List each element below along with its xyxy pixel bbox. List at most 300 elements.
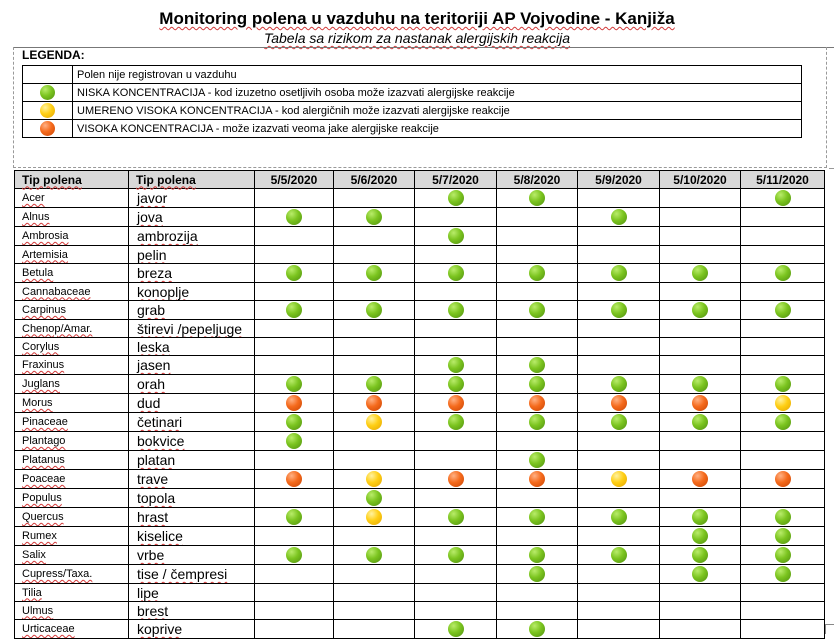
concentration-cell (334, 584, 415, 602)
concentration-cell (255, 301, 334, 320)
latin-name (15, 320, 129, 338)
concentration-cell (660, 584, 741, 602)
yellow-dot-icon (366, 471, 382, 487)
concentration-cell (255, 320, 334, 338)
latin-name (15, 301, 129, 320)
concentration-cell (334, 508, 415, 527)
concentration-cell (660, 508, 741, 527)
table-row (15, 246, 825, 264)
orange-dot-icon (286, 471, 302, 487)
local-name (129, 283, 255, 301)
green-dot-icon (286, 547, 302, 563)
concentration-cell (660, 527, 741, 546)
concentration-cell (578, 320, 660, 338)
green-dot-icon (448, 228, 464, 244)
concentration-cell (578, 375, 660, 394)
latin-name-text: Ambrosia (22, 230, 69, 242)
latin-name (15, 489, 129, 508)
concentration-cell (578, 301, 660, 320)
local-name (129, 208, 255, 227)
page-subtitle (0, 30, 834, 47)
yellow-dot-icon (366, 414, 382, 430)
concentration-cell (578, 565, 660, 584)
concentration-cell (497, 413, 578, 432)
local-name (129, 338, 255, 356)
concentration-cell (497, 227, 578, 246)
table-row (15, 208, 825, 227)
concentration-cell (334, 413, 415, 432)
concentration-cell (255, 189, 334, 208)
concentration-cell (497, 527, 578, 546)
concentration-cell (578, 283, 660, 301)
latin-name (15, 189, 129, 208)
green-dot-icon (448, 547, 464, 563)
green-dot-icon (529, 509, 545, 525)
concentration-cell (660, 227, 741, 246)
concentration-cell (578, 394, 660, 413)
concentration-cell (741, 338, 825, 356)
local-name (129, 394, 255, 413)
local-name (129, 584, 255, 602)
yellow-dot-icon (366, 509, 382, 525)
concentration-cell (497, 394, 578, 413)
concentration-cell (415, 320, 497, 338)
green-dot-icon (448, 302, 464, 318)
concentration-cell (660, 264, 741, 283)
latin-name-text: Tilia (22, 586, 42, 599)
concentration-cell (741, 394, 825, 413)
concentration-cell (334, 227, 415, 246)
local-name (129, 546, 255, 565)
green-dot-icon (40, 85, 55, 100)
concentration-cell (660, 189, 741, 208)
orange-dot-icon (448, 471, 464, 487)
concentration-cell (255, 565, 334, 584)
latin-name-text: Pinaceae (22, 416, 68, 428)
legend-row (23, 120, 802, 138)
concentration-cell (660, 451, 741, 470)
concentration-cell (415, 470, 497, 489)
page-title (0, 9, 834, 29)
table-row (15, 189, 825, 208)
latin-name (15, 413, 129, 432)
concentration-cell (255, 602, 334, 620)
green-dot-icon (611, 547, 627, 563)
concentration-cell (255, 620, 334, 639)
latin-name-text: Platanus (22, 454, 65, 466)
concentration-cell (255, 508, 334, 527)
local-name (129, 489, 255, 508)
page-corner-mark (825, 624, 834, 634)
legend-row (23, 66, 802, 84)
concentration-cell (660, 283, 741, 301)
concentration-cell (497, 246, 578, 264)
green-dot-icon (775, 566, 791, 582)
concentration-cell (334, 246, 415, 264)
concentration-cell (741, 413, 825, 432)
table-row (15, 320, 825, 338)
concentration-cell (497, 264, 578, 283)
concentration-cell (497, 320, 578, 338)
local-name-text: trave (137, 471, 169, 487)
latin-name-text: Ulmus (22, 604, 54, 617)
concentration-cell (334, 338, 415, 356)
green-dot-icon (692, 509, 708, 525)
local-name-text: breza (137, 265, 173, 281)
concentration-cell (415, 208, 497, 227)
concentration-cell (255, 375, 334, 394)
column-header-pollen-type: Tip polena (129, 171, 255, 189)
orange-dot-icon (286, 395, 302, 411)
orange-dot-icon (366, 395, 382, 411)
yellow-dot-icon (775, 395, 791, 411)
green-dot-icon (611, 265, 627, 281)
yellow-dot-icon (611, 471, 627, 487)
local-name-text: brest (137, 602, 169, 619)
green-dot-icon (529, 414, 545, 430)
concentration-cell (334, 470, 415, 489)
local-name-text: tise / čempresi (137, 566, 228, 582)
green-dot-icon (366, 209, 382, 225)
concentration-cell (578, 189, 660, 208)
concentration-cell (497, 189, 578, 208)
latin-name-text: Acer (22, 192, 45, 204)
green-dot-icon (529, 452, 545, 468)
concentration-cell (578, 264, 660, 283)
local-name-text: javor (137, 190, 168, 206)
legend-symbol (23, 66, 73, 84)
latin-name-text: Urticaceae (22, 623, 75, 635)
concentration-cell (497, 356, 578, 375)
concentration-cell (741, 432, 825, 451)
table-row (15, 489, 825, 508)
concentration-cell (578, 451, 660, 470)
table-row (15, 546, 825, 565)
concentration-cell (660, 375, 741, 394)
concentration-cell (741, 264, 825, 283)
concentration-cell (578, 546, 660, 565)
latin-name-text: Populus (22, 492, 62, 504)
green-dot-icon (611, 376, 627, 392)
concentration-cell (415, 565, 497, 584)
concentration-cell (741, 301, 825, 320)
table-row (15, 584, 825, 602)
green-dot-icon (286, 376, 302, 392)
page-edge-mark (829, 168, 834, 169)
green-dot-icon (692, 414, 708, 430)
concentration-cell (415, 356, 497, 375)
table-row (15, 620, 825, 639)
latin-name (15, 470, 129, 489)
latin-name (15, 394, 129, 413)
green-dot-icon (448, 376, 464, 392)
local-name-text: pelin (137, 246, 167, 263)
concentration-cell (415, 584, 497, 602)
green-dot-icon (529, 302, 545, 318)
concentration-cell (497, 208, 578, 227)
local-name-text: orah (137, 376, 166, 392)
concentration-cell (741, 356, 825, 375)
orange-dot-icon (448, 395, 464, 411)
concentration-cell (334, 394, 415, 413)
green-dot-icon (448, 190, 464, 206)
latin-name (15, 264, 129, 283)
concentration-cell (255, 451, 334, 470)
latin-name-text: Poaceae (22, 473, 66, 485)
column-header-date: 5/9/2020 (578, 171, 660, 189)
concentration-cell (255, 489, 334, 508)
concentration-cell (497, 489, 578, 508)
table-row (15, 394, 825, 413)
concentration-cell (497, 565, 578, 584)
concentration-cell (741, 451, 825, 470)
concentration-cell (660, 602, 741, 620)
concentration-cell (255, 527, 334, 546)
concentration-cell (741, 246, 825, 264)
latin-name (15, 432, 129, 451)
orange-dot-icon (40, 121, 55, 136)
local-name-text: leska (137, 338, 170, 355)
local-name (129, 565, 255, 584)
concentration-cell (578, 227, 660, 246)
concentration-cell (578, 356, 660, 375)
concentration-cell (497, 375, 578, 394)
concentration-cell (415, 527, 497, 546)
green-dot-icon (448, 621, 464, 637)
concentration-cell (415, 264, 497, 283)
local-name-text: vrbe (137, 547, 165, 563)
concentration-cell (497, 338, 578, 356)
local-name-text: platan (137, 452, 176, 468)
concentration-cell (255, 356, 334, 375)
legend-title: LEGENDA: (22, 48, 85, 62)
local-name (129, 227, 255, 246)
latin-name (15, 508, 129, 527)
green-dot-icon (775, 547, 791, 563)
concentration-cell (741, 470, 825, 489)
concentration-cell (255, 470, 334, 489)
local-name-text: dud (137, 395, 161, 411)
concentration-cell (334, 489, 415, 508)
page-subtitle-text: Tabela sa rizikom za nastanak alergijskih reakcija (263, 30, 571, 46)
local-name-text: četinari (137, 414, 183, 430)
legend-text: NISKA KONCENTRACIJA - kod izuzetno osetljivih osoba može izazvati alergijske reakcije (73, 84, 802, 102)
concentration-cell (255, 413, 334, 432)
pollen-table (14, 170, 825, 639)
green-dot-icon (775, 190, 791, 206)
concentration-cell (415, 338, 497, 356)
latin-name-text: Fraxinus (22, 359, 65, 371)
green-dot-icon (366, 490, 382, 506)
latin-name (15, 620, 129, 639)
local-name (129, 527, 255, 546)
green-dot-icon (692, 566, 708, 582)
table-row (15, 527, 825, 546)
concentration-cell (660, 470, 741, 489)
concentration-cell (415, 283, 497, 301)
concentration-cell (334, 301, 415, 320)
concentration-cell (660, 565, 741, 584)
concentration-cell (578, 432, 660, 451)
concentration-cell (415, 508, 497, 527)
concentration-cell (660, 432, 741, 451)
table-row (15, 375, 825, 394)
green-dot-icon (611, 414, 627, 430)
legend-text: UMERENO VISOKA KONCENTRACIJA - kod alergičnih može izazvati alergijske reakcije (73, 102, 802, 120)
table-header-row (15, 171, 825, 189)
concentration-cell (255, 546, 334, 565)
local-name (129, 413, 255, 432)
green-dot-icon (529, 357, 545, 373)
green-dot-icon (366, 547, 382, 563)
green-dot-icon (529, 621, 545, 637)
local-name (129, 356, 255, 375)
table-row (15, 413, 825, 432)
latin-name (15, 356, 129, 375)
green-dot-icon (286, 414, 302, 430)
concentration-cell (741, 584, 825, 602)
local-name-text: bokvice (137, 433, 185, 449)
concentration-cell (741, 489, 825, 508)
concentration-cell (741, 283, 825, 301)
local-name (129, 301, 255, 320)
legend-row (23, 84, 802, 102)
local-name-text: jasen (137, 357, 171, 373)
table-row (15, 470, 825, 489)
concentration-cell (255, 394, 334, 413)
green-dot-icon (366, 302, 382, 318)
table-row (15, 264, 825, 283)
concentration-cell (497, 546, 578, 565)
green-dot-icon (286, 509, 302, 525)
concentration-cell (334, 189, 415, 208)
concentration-cell (741, 320, 825, 338)
green-dot-icon (366, 265, 382, 281)
column-header-date: 5/7/2020 (415, 171, 497, 189)
concentration-cell (660, 208, 741, 227)
local-name (129, 375, 255, 394)
latin-name-text: Cupress/Taxa. (22, 568, 93, 580)
local-name (129, 602, 255, 620)
local-name-text: kiselice (137, 528, 183, 544)
concentration-cell (741, 208, 825, 227)
local-name-text: grab (137, 302, 166, 318)
concentration-cell (741, 565, 825, 584)
latin-name-text: Cannabaceae (22, 285, 91, 298)
concentration-cell (497, 620, 578, 639)
local-name-text: hrast (137, 509, 169, 525)
legend-table (22, 65, 802, 138)
local-name (129, 246, 255, 264)
concentration-cell (415, 301, 497, 320)
column-header-date: 5/6/2020 (334, 171, 415, 189)
concentration-cell (415, 394, 497, 413)
latin-name (15, 283, 129, 301)
concentration-cell (334, 320, 415, 338)
concentration-cell (578, 602, 660, 620)
concentration-cell (660, 338, 741, 356)
green-dot-icon (529, 376, 545, 392)
green-dot-icon (286, 209, 302, 225)
concentration-cell (741, 546, 825, 565)
latin-name (15, 602, 129, 620)
concentration-cell (415, 451, 497, 470)
latin-name-text: Salix (22, 549, 46, 561)
concentration-cell (741, 227, 825, 246)
column-header-date: 5/11/2020 (741, 171, 825, 189)
orange-dot-icon (529, 471, 545, 487)
latin-name-text: Morus (22, 397, 53, 409)
concentration-cell (578, 338, 660, 356)
concentration-cell (741, 620, 825, 639)
green-dot-icon (692, 547, 708, 563)
table-row (15, 565, 825, 584)
concentration-cell (578, 527, 660, 546)
local-name (129, 620, 255, 639)
green-dot-icon (529, 190, 545, 206)
green-dot-icon (286, 433, 302, 449)
latin-name-text: Juglans (22, 378, 60, 390)
concentration-cell (741, 508, 825, 527)
green-dot-icon (775, 265, 791, 281)
concentration-cell (334, 451, 415, 470)
concentration-cell (741, 189, 825, 208)
concentration-cell (334, 527, 415, 546)
table-row (15, 283, 825, 301)
concentration-cell (334, 208, 415, 227)
concentration-cell (497, 508, 578, 527)
green-dot-icon (611, 509, 627, 525)
latin-name-text: Alnus (22, 211, 50, 223)
concentration-cell (578, 508, 660, 527)
column-header-date: 5/10/2020 (660, 171, 741, 189)
local-name (129, 189, 255, 208)
concentration-cell (660, 413, 741, 432)
concentration-cell (660, 394, 741, 413)
latin-name (15, 208, 129, 227)
orange-dot-icon (529, 395, 545, 411)
green-dot-icon (775, 509, 791, 525)
green-dot-icon (611, 302, 627, 318)
green-dot-icon (611, 209, 627, 225)
latin-name (15, 546, 129, 565)
green-dot-icon (286, 265, 302, 281)
green-dot-icon (529, 265, 545, 281)
legend-text: Polen nije registrovan u vazduhu (73, 66, 802, 84)
column-header-pollen-type: Tip polena (15, 171, 129, 189)
concentration-cell (497, 301, 578, 320)
table-row (15, 301, 825, 320)
concentration-cell (578, 620, 660, 639)
green-dot-icon (692, 265, 708, 281)
green-dot-icon (448, 414, 464, 430)
concentration-cell (255, 227, 334, 246)
local-name (129, 508, 255, 527)
latin-name (15, 375, 129, 394)
local-name-text: jova (137, 209, 163, 225)
concentration-cell (334, 375, 415, 394)
green-dot-icon (692, 376, 708, 392)
concentration-cell (578, 470, 660, 489)
table-row (15, 227, 825, 246)
green-dot-icon (692, 302, 708, 318)
table-row (15, 338, 825, 356)
concentration-cell (334, 602, 415, 620)
concentration-cell (660, 546, 741, 565)
green-dot-icon (529, 547, 545, 563)
local-name (129, 264, 255, 283)
concentration-cell (334, 283, 415, 301)
